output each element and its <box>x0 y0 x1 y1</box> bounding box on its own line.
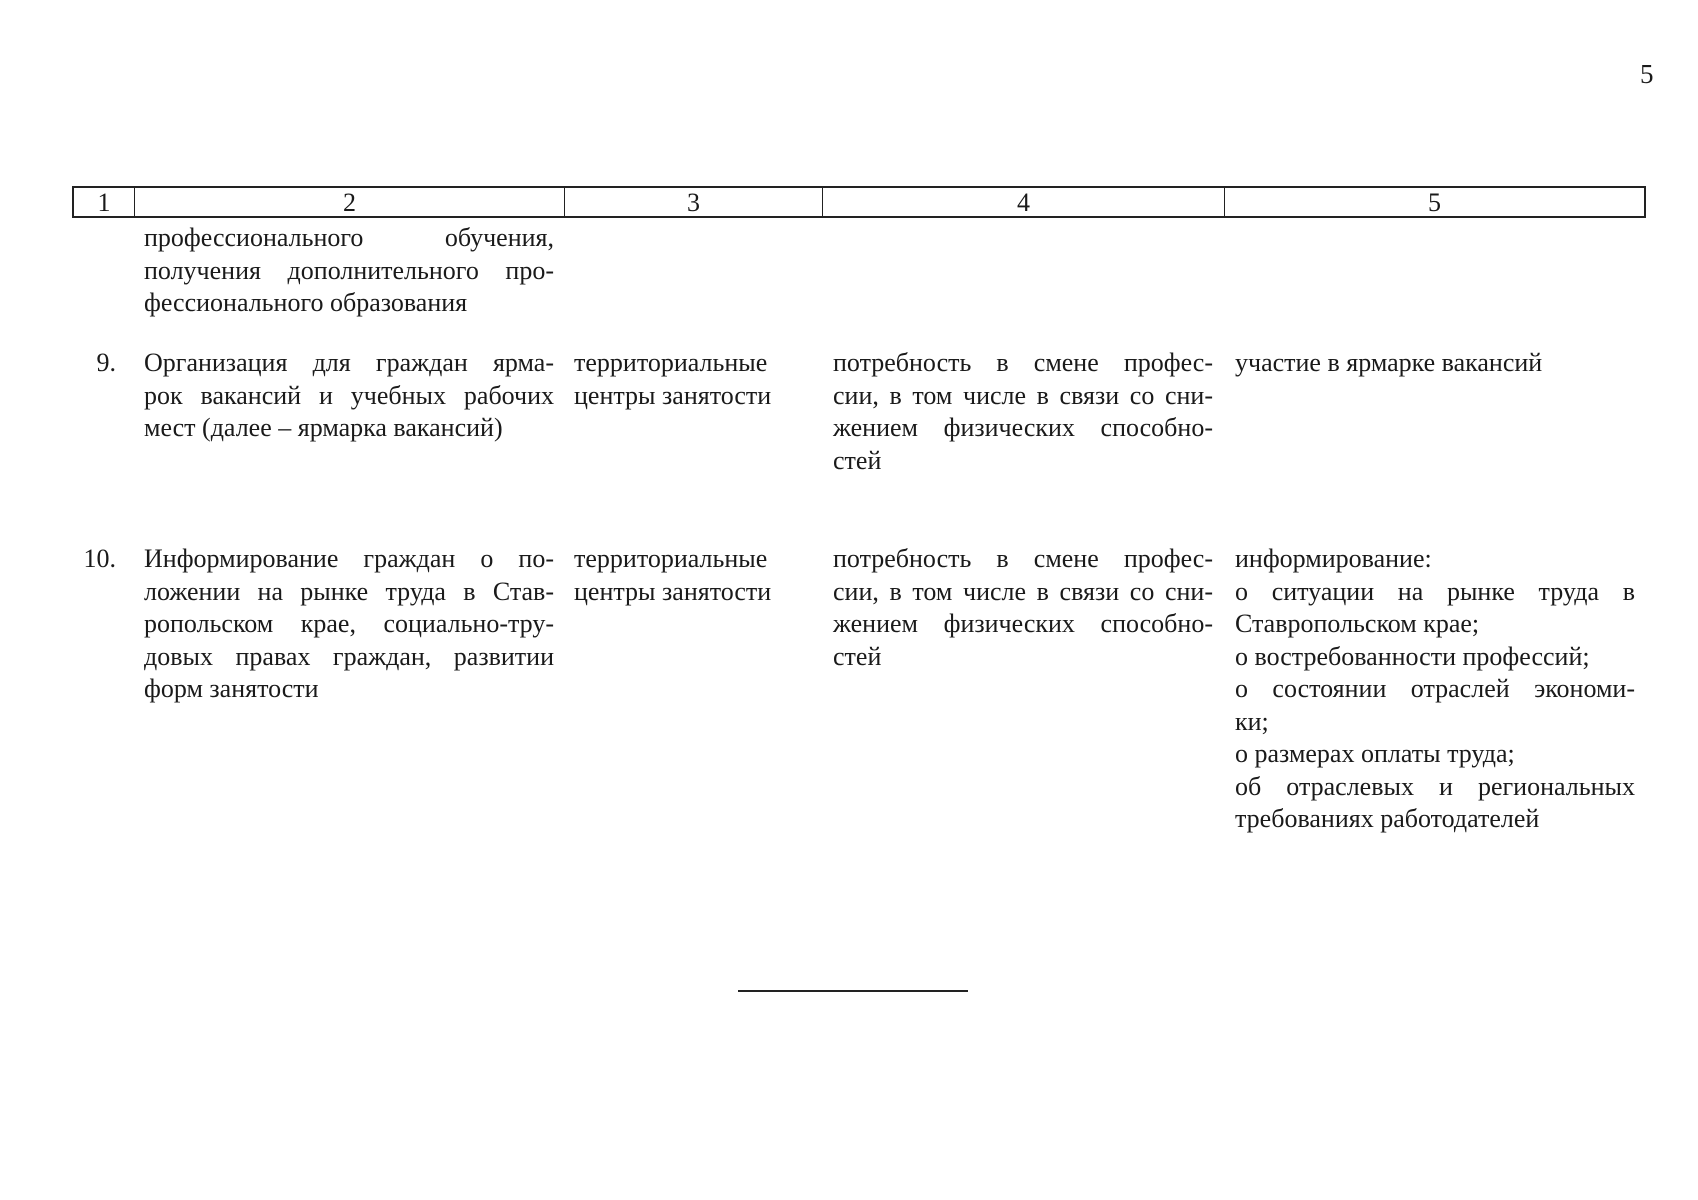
text-line: об отраслевых и региональных <box>1235 771 1635 801</box>
text-line: фессионального образования <box>144 288 468 317</box>
header-col-1: 1 <box>97 188 111 217</box>
row-9-col5 <box>1235 347 1635 380</box>
text-line: стей <box>833 445 882 475</box>
text-line: центры занятости <box>574 380 772 410</box>
header-col-3: 3 <box>564 188 822 216</box>
row-9-col3 <box>574 347 804 412</box>
page-number: 5 <box>1640 59 1654 89</box>
row-9-number: 9. <box>96 348 116 377</box>
text-line: центры занятости <box>574 576 772 606</box>
text-line: ропольском крае, социально-тру- <box>144 609 554 638</box>
text-line: Информирование граждан о по- <box>144 544 554 573</box>
text-line: сии, в том числе в связи со сни- <box>833 576 1213 606</box>
text-line: профессионального обучения, <box>144 223 554 252</box>
header-col-2: 2 <box>134 188 564 216</box>
text-line: ложении на рынке труда в Став- <box>144 576 554 606</box>
end-rule <box>738 990 968 992</box>
text-line: участие в ярмарке вакансий <box>1235 348 1543 377</box>
text-line: довых правах граждан, развитии <box>144 641 554 671</box>
text-line: стей <box>833 641 882 671</box>
row-9-col4 <box>833 347 1213 477</box>
row-10-col3 <box>574 543 804 608</box>
header-col-5: 5 <box>1224 188 1644 216</box>
text-line: о ситуации на рынке труда в <box>1235 576 1635 606</box>
text-line: территориальные <box>574 348 768 377</box>
row-10-col2 <box>144 543 554 706</box>
text-line: ки; <box>1235 706 1269 736</box>
text-line: о размерах оплаты труда; <box>1235 739 1515 768</box>
text-line: потребность в смене профес- <box>833 544 1213 573</box>
header-col-4: 4 <box>822 188 1224 216</box>
text-line: требованиях работодателей <box>1235 804 1540 833</box>
text-line: территориальные <box>574 544 768 573</box>
text-line: информирование: <box>1235 544 1432 573</box>
text-line: о востребованности профессий; <box>1235 641 1590 671</box>
row-10-number: 10. <box>83 544 116 573</box>
text-line: мест (далее – ярмарка вакансий) <box>144 413 503 442</box>
text-line: жением физических способно- <box>833 609 1213 638</box>
text-line: Организация для граждан ярма- <box>144 348 554 377</box>
continuation-col2 <box>144 222 554 320</box>
row-10-col4 <box>833 543 1213 673</box>
text-line: жением физических способно- <box>833 413 1213 442</box>
text-line: о состоянии отраслей экономи- <box>1235 674 1635 703</box>
row-9-col2 <box>144 347 554 445</box>
text-line: форм занятости <box>144 674 319 703</box>
text-line: потребность в смене профес- <box>833 348 1213 377</box>
text-line: получения дополнительного про- <box>144 255 554 285</box>
text-line: сии, в том числе в связи со сни- <box>833 380 1213 410</box>
row-10-col5 <box>1235 543 1635 836</box>
text-line: Ставропольском крае; <box>1235 609 1480 638</box>
text-line: рок вакансий и учебных рабочих <box>144 380 554 410</box>
table-header-row <box>72 186 1646 218</box>
